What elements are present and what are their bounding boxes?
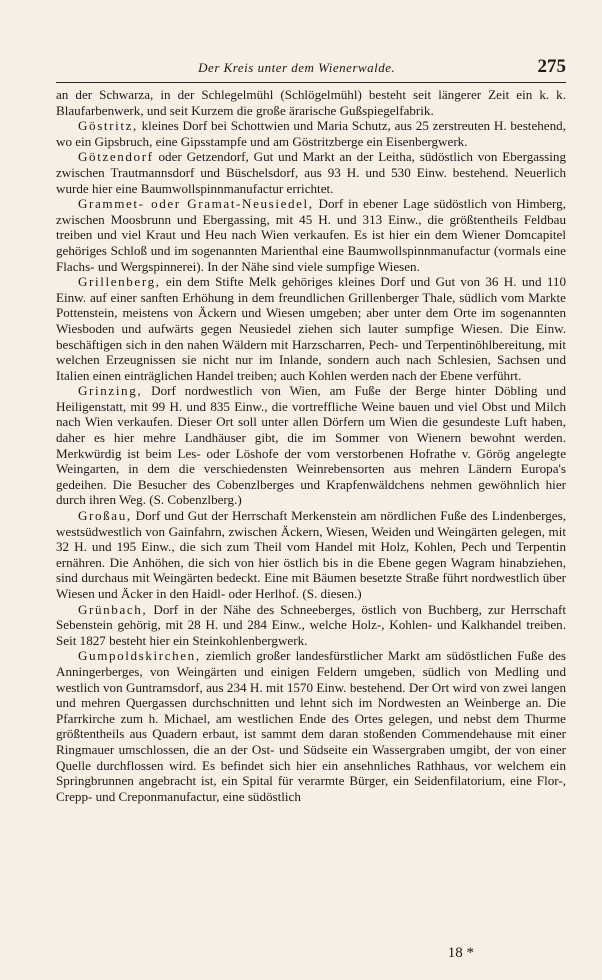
entry-text: kleines Dorf bei Schottwien und Maria Schutz, aus 25 zerstreuten H. bestehend, wo ein Gipsbruch, eine Gipsstampfe und am Göstritzberge ein Eisenbergwerk. (56, 118, 566, 149)
entry-headword: Göstritz, (78, 118, 138, 134)
signature-mark: 18 * (447, 945, 474, 961)
entry-text: ziemlich großer landesfürstlicher Markt am südöstlichen Fuße des Anningerberges, von Weingärten und einigen Feldern umgeben, südlich von Medling und westlich von Guntramsdorf, aus 234 H. mit 1570 Einw. bestehend. Der Ort wird von zwei langen und mehren Quergassen durchschnitten und lehnt sich im Nordwesten an Weinberge an. Die Pfarrkirche zum h. Michael, am westlichen Ende des Ortes gelegen, und nebst dem Thurme größtentheils aus Quadern erbaut, ist sammt dem daran stoßenden Commendehause mit einer Ringmauer umschlossen, die an der Ost- und Südseite ein Wassergraben umgibt, der von einer Quelle durchflossen wird. Es befindet sich hier ein ansehnliches Rathhaus, vor welchem ein Springbrunnen angebracht ist, ein Spital für verarmte Bürger, ein Seidenfilatorium, eine Flor-, Crepp- und Creponmanufactur, eine südöstlich (56, 648, 566, 804)
entry-text: ein dem Stifte Melk gehöriges kleines Dorf und Gut von 36 H. und 110 Einw. auf einer sanften Erhöhung in dem freundlichen Grillenberger Thale, südlich vom Markte Pottenstein, meistens von Äckern und Wiesen umgeben; aber unter dem Orte im sogenannten Wiesboden und aufwärts gegen Neusiedel ziehen sich lauter sumpfige Wiesen. Die Einw. beschäftigen sich in den nahen Wäldern mit Harzscharren, Pech- und Terpentinöhlbereitung, mit welchen Erzeugnissen sie nicht nur im Inlande, sondern auch nach Schlesien, Sachsen und Italien einen einträglichen Handel treiben; auch Kohlen werden nach der Ebene verführt. (56, 274, 566, 383)
entry-headword: Großau, (78, 508, 132, 524)
entry-headword: Grünbach, (78, 601, 148, 617)
entry-paragraph (56, 274, 566, 383)
entry-paragraph (56, 383, 566, 508)
entry-paragraph (56, 118, 566, 149)
running-title: Der Kreis unter dem Wienerwalde. (198, 60, 396, 75)
entry-text: Dorf in der Nähe des Schneeberges, östlich von Buchberg, zur Herrschaft Sebenstein gehörig, mit 28 H. und 284 Einw., welche Holz-, Kohlen- und Kalkhandel treiben. Seit 1827 besteht hier ein Steinkohlenbergwerk. (56, 601, 566, 648)
entry-paragraph (56, 149, 566, 196)
entry-paragraph (56, 87, 566, 118)
entry-text: oder Getzendorf, Gut und Markt an der Leitha, südöstlich von Ebergassing zwischen Trautmannsdorf und Büschelsdorf, aus 93 H. und 530 Einw. bestehend. Neuerlich wurde hier eine Baumwollspinnmanufactur errichtet. (56, 149, 566, 196)
entry-headword: Götzendorf (78, 149, 154, 165)
entry-headword: Gumpoldskirchen, (78, 648, 201, 664)
entry-text: Dorf in ebener Lage südöstlich von Himberg, zwischen Moosbrunn und Ebergassing, mit 45 H. und 313 Einw., die größtentheils Feldbau treiben und viel Kraut und Heu nach Wien verkaufen. Es ist hier ein dem Wiener Domcapitel gehöriges Schloß und im sogenannten Marienthal eine Baumwollspinnmanufactur (vormals eine Flachs- und Wergspinnerei). In der Nähe sind viele sumpfige Wiesen. (56, 196, 566, 274)
entry-headword: Grammet- oder Gramat-Neusiedel, (78, 196, 314, 212)
entry-text: an der Schwarza, in der Schlegelmühl (Schlögelmühl) besteht seit längerer Zeit ein k. k. Blaufarbenwerk, und seit Kurzem die große ärarische Gußspiegelfabrik. (56, 87, 566, 118)
entry-text: Dorf und Gut der Herrschaft Merkenstein am nördlichen Fuße des Lindenberges, westsüdwestlich von Gainfahrn, zwischen Äckern, Wiesen, Weiden und Weingärten gelegen, mit 32 H. und 195 Einw., die sich zum Theil vom Handel mit Holz, Kohlen, Pech und Terpentin ernähren. Die Anhöhen, die sich von hier östlich bis in die Ebene gegen Wagram hinabziehen, sind durchaus mit Weingärten bedeckt. Eine mit Bäumen besetzte Straße führt nordwestlich über Wiesen und Äcker in den Haidl- oder Herlhof. (S. diesen.) (56, 508, 566, 601)
entry-paragraph (56, 196, 566, 274)
entry-paragraph (56, 602, 566, 649)
entry-paragraph (56, 508, 566, 602)
entry-paragraph (56, 648, 566, 804)
body-text (56, 87, 566, 804)
page-header (56, 56, 566, 83)
entry-headword: Grinzing, (78, 383, 143, 399)
entry-headword: Grillenberg, (78, 274, 161, 290)
page-number: 275 (537, 56, 566, 77)
entry-text: Dorf nordwestlich von Wien, am Fuße der Berge hinter Döbling und Heiligenstatt, mit 99 H. und 835 Einw., die vortreffliche Weine bauen und viel Obst und Milch nach Wien verkaufen. Dieser Ort soll unter allen Dörfern um Wien die gesundeste Luft haben, daher es hier mehre Landhäuser gibt, die im Sommer von Wienern bewohnt werden. Merkwürdig ist beim Les- oder Löshofe der vom verstorbenen Hofrathe v. Görög angelegte Weingarten, in dem die verschiedensten Weinrebensorten aus mehren Ländern Europa's gedeihen. Die Besucher des Cobenzlberges und Krapfenwäldchens nehmen gewöhnlich hier durch ihren Weg. (S. Cobenzlberg.) (56, 383, 566, 508)
